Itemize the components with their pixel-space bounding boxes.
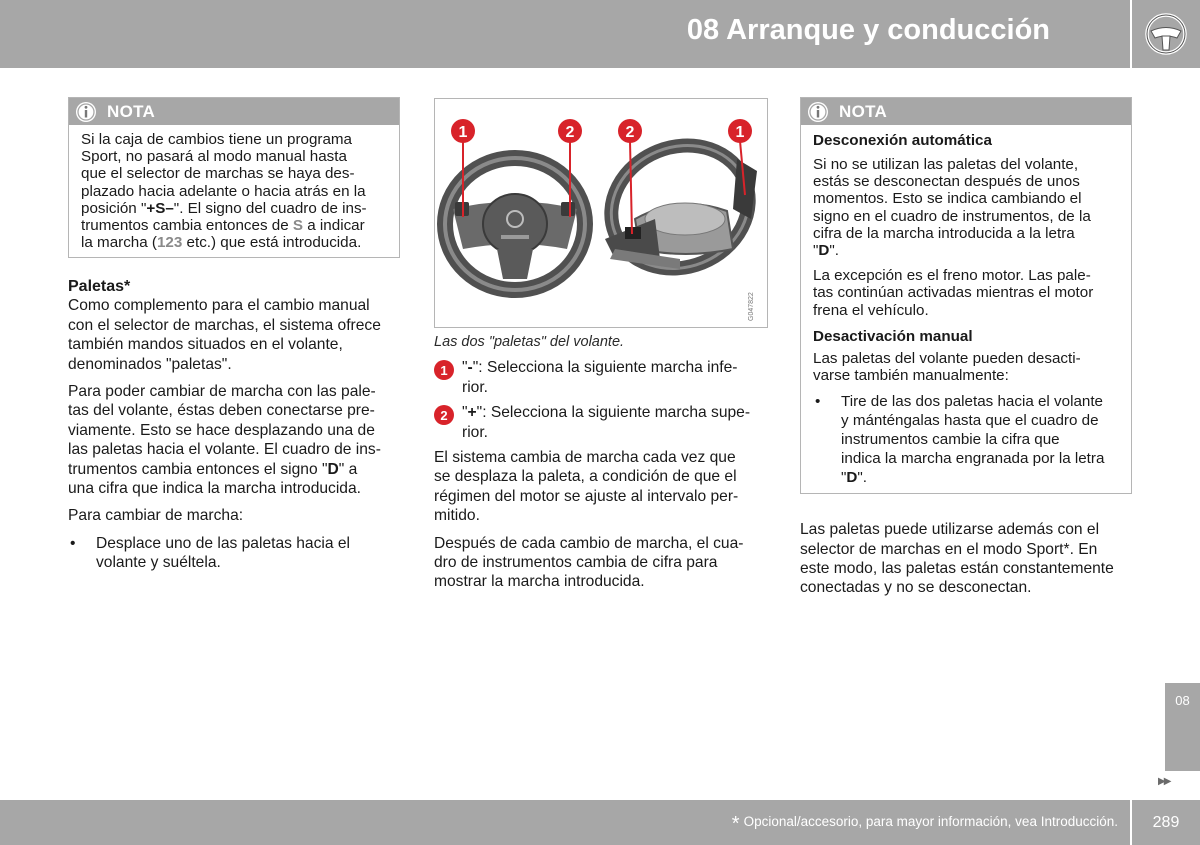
- note-line: que el selector de marchas se haya des-: [81, 165, 355, 183]
- bold-run: D: [846, 469, 858, 487]
- note-line: Si la caja de cambios tiene un programa: [81, 131, 352, 148]
- bold-run: D: [327, 460, 339, 478]
- note-line: [81, 234, 387, 251]
- line: este modo, las paletas están constantemente: [800, 560, 1114, 578]
- callout-2: [558, 119, 582, 143]
- bold-run: -: [467, 359, 473, 377]
- svg-text:1: 1: [458, 124, 468, 141]
- text-run: ".: [857, 469, 867, 487]
- bullet-item: [813, 392, 1119, 487]
- line: una cifra que indica la marcha introducida.: [68, 480, 361, 498]
- svg-text:1: 1: [440, 363, 448, 379]
- item-text: [462, 403, 750, 442]
- footnote: [732, 813, 1118, 836]
- text-run: ": [841, 469, 847, 487]
- note-box: [800, 97, 1132, 494]
- bold-run: +: [467, 404, 477, 422]
- line: Para poder cambiar de marcha con las pale-: [68, 383, 376, 401]
- note-body: [801, 125, 1131, 493]
- left-column: [68, 97, 400, 573]
- text-run: ". El signo del cuadro de ins-: [173, 199, 367, 217]
- line: dro de instrumentos cambia de cifra para: [434, 554, 718, 572]
- steering-wheel-icon: [1144, 12, 1188, 56]
- line: Tire de las dos paletas hacia el volante: [841, 393, 1103, 411]
- text-run: ": [813, 242, 819, 260]
- paragraph: [813, 350, 1119, 384]
- line: Desplace uno de las paletas hacia el: [96, 534, 350, 552]
- paragraph: [800, 520, 1132, 598]
- note-line: [81, 217, 387, 234]
- line: mitido.: [434, 507, 480, 525]
- asterisk: *: [731, 813, 740, 835]
- right-column: [800, 97, 1132, 606]
- numbered-item: [434, 358, 768, 397]
- line: instrumentos cambie la cifra que: [841, 431, 1060, 449]
- line: también mandos situados en el volante,: [68, 336, 343, 354]
- note-line: Sport, no pasará al modo manual hasta: [81, 148, 347, 166]
- note-box: [68, 97, 400, 258]
- chapter-title: 08 Arranque y conducción: [686, 14, 1050, 46]
- line: tas continúan activadas mientras el motor: [813, 284, 1094, 302]
- note-header: [801, 98, 1131, 125]
- gray-run: S: [292, 217, 304, 235]
- callout-1: [451, 119, 475, 143]
- line: selector de marchas en el modo Sport*. En: [800, 540, 1098, 558]
- paragraph: [434, 448, 768, 526]
- line: frena el vehículo.: [813, 301, 929, 319]
- note-line: plazado hacia adelante o hacia atrás en la: [81, 182, 366, 200]
- line: denominados "paletas".: [68, 355, 232, 373]
- numbered-item: [434, 403, 768, 442]
- line: signo en el cuadro de instrumentos, de la: [813, 207, 1091, 225]
- line: volante y suéltela.: [96, 554, 221, 572]
- text-run: ": [462, 359, 468, 377]
- line: [841, 468, 1104, 487]
- line: [462, 403, 750, 422]
- text-run: etc.) que está introducida.: [182, 234, 362, 252]
- info-icon: [75, 101, 97, 123]
- info-icon: [807, 101, 829, 123]
- line: y mánténgalas hasta que el cuadro de: [841, 412, 1099, 430]
- callout-1: [728, 119, 752, 143]
- line: Si no se utilizan las paletas del volante,: [813, 156, 1079, 173]
- page-number: 289: [1132, 800, 1200, 845]
- line: [813, 242, 1119, 259]
- footer-bar: [0, 800, 1130, 845]
- line: La excepción es el freno motor. Las pale-: [813, 267, 1091, 285]
- bold-run: +S–: [146, 199, 174, 217]
- continue-arrows-icon: ▶▶: [1158, 776, 1170, 787]
- middle-column: [434, 333, 768, 600]
- line: Las paletas puede utilizarse además con el: [800, 521, 1100, 539]
- paragraph: [434, 534, 768, 592]
- chapter-side-tab: 08: [1165, 683, 1200, 771]
- line: se desplaza la paleta, a condición de que el: [434, 468, 737, 486]
- note-subheading: Desconexión automática: [813, 132, 992, 149]
- text-run: ": Selecciona la siguiente marcha infe-: [472, 359, 738, 377]
- paragraph: [68, 296, 400, 374]
- line: indica la marcha engranada por la letra: [841, 450, 1105, 468]
- gray-run: 123: [156, 234, 183, 252]
- note-label: NOTA: [107, 101, 156, 121]
- text-run: ".: [829, 242, 839, 260]
- line: Las paletas del volante pueden desacti-: [813, 349, 1081, 367]
- svg-text:1: 1: [735, 124, 745, 141]
- note-line: [81, 200, 387, 217]
- line: Después de cada cambio de marcha, el cua-: [434, 534, 744, 552]
- line: cifra de la marcha introducida a la letra: [813, 224, 1075, 242]
- bullet-dot: •: [70, 534, 76, 552]
- line: tas del volante, éstas deben conectarse pre-: [68, 402, 375, 420]
- line: viamente. Esto se hace desplazando una de: [68, 421, 375, 439]
- bullet-text: [841, 392, 1104, 487]
- bullet-text: [96, 534, 350, 573]
- text-run: posición ": [81, 199, 147, 217]
- line: rior.: [462, 378, 488, 396]
- line: [68, 460, 400, 479]
- line: momentos. Esto se indica cambiando el: [813, 190, 1082, 208]
- item-text: [462, 358, 737, 397]
- number-marker: [434, 358, 462, 397]
- paragraph: [813, 267, 1119, 319]
- text-run: ": [462, 404, 468, 422]
- line: rior.: [462, 423, 488, 441]
- text-run: a indicar: [303, 217, 365, 235]
- line: conectadas y no se desconectan.: [800, 579, 1032, 597]
- note-body: [69, 125, 399, 257]
- svg-text:2: 2: [565, 124, 575, 141]
- number-marker: [434, 403, 462, 442]
- note-header: [69, 98, 399, 125]
- text-run: " a: [338, 460, 358, 478]
- paragraph: [813, 156, 1119, 259]
- line: con el selector de marchas, el sistema ofrece: [68, 316, 381, 334]
- figure-caption: Las dos "paletas" del volante.: [434, 334, 625, 350]
- paddle-illustration: [435, 99, 768, 328]
- text-run: la marcha (: [81, 234, 157, 252]
- note-label: NOTA: [839, 101, 888, 121]
- bullet-item: [68, 534, 400, 573]
- line: El sistema cambia de marcha cada vez que: [434, 449, 736, 467]
- line: Como complemento para el cambio manual: [68, 297, 370, 315]
- note-subheading: Desactivación manual: [813, 327, 973, 345]
- line: las paletas hacia el volante. El cuadro de ins-: [68, 441, 381, 459]
- bold-run: D: [818, 242, 830, 260]
- text-run: trumentos cambia entonces el signo ": [68, 460, 328, 478]
- text-run: ": Selecciona la siguiente marcha supe-: [476, 404, 751, 422]
- line: [462, 358, 737, 377]
- paragraph: [68, 382, 400, 498]
- line: mostrar la marcha introducida.: [434, 573, 645, 591]
- paragraph: Para cambiar de marcha:: [68, 507, 244, 525]
- svg-text:2: 2: [440, 408, 448, 424]
- section-heading: Paletas*: [68, 278, 131, 296]
- figure-code: G047822: [748, 292, 755, 321]
- line: varse también manualmente:: [813, 367, 1009, 385]
- chapter-icon-box: [1132, 0, 1200, 68]
- text-run: trumentos cambia entonces de: [81, 217, 293, 235]
- footnote-text: Opcional/accesorio, para mayor información, vea Introducción.: [743, 814, 1118, 829]
- line: estás se desconectan después de unos: [813, 173, 1080, 191]
- steering-wheel-figure: [434, 98, 768, 328]
- svg-text:2: 2: [625, 124, 635, 141]
- header-bar: [0, 0, 1130, 68]
- callout-2: [618, 119, 642, 143]
- bullet-dot: •: [815, 393, 821, 411]
- line: régimen del motor se ajuste al intervalo per-: [434, 487, 739, 505]
